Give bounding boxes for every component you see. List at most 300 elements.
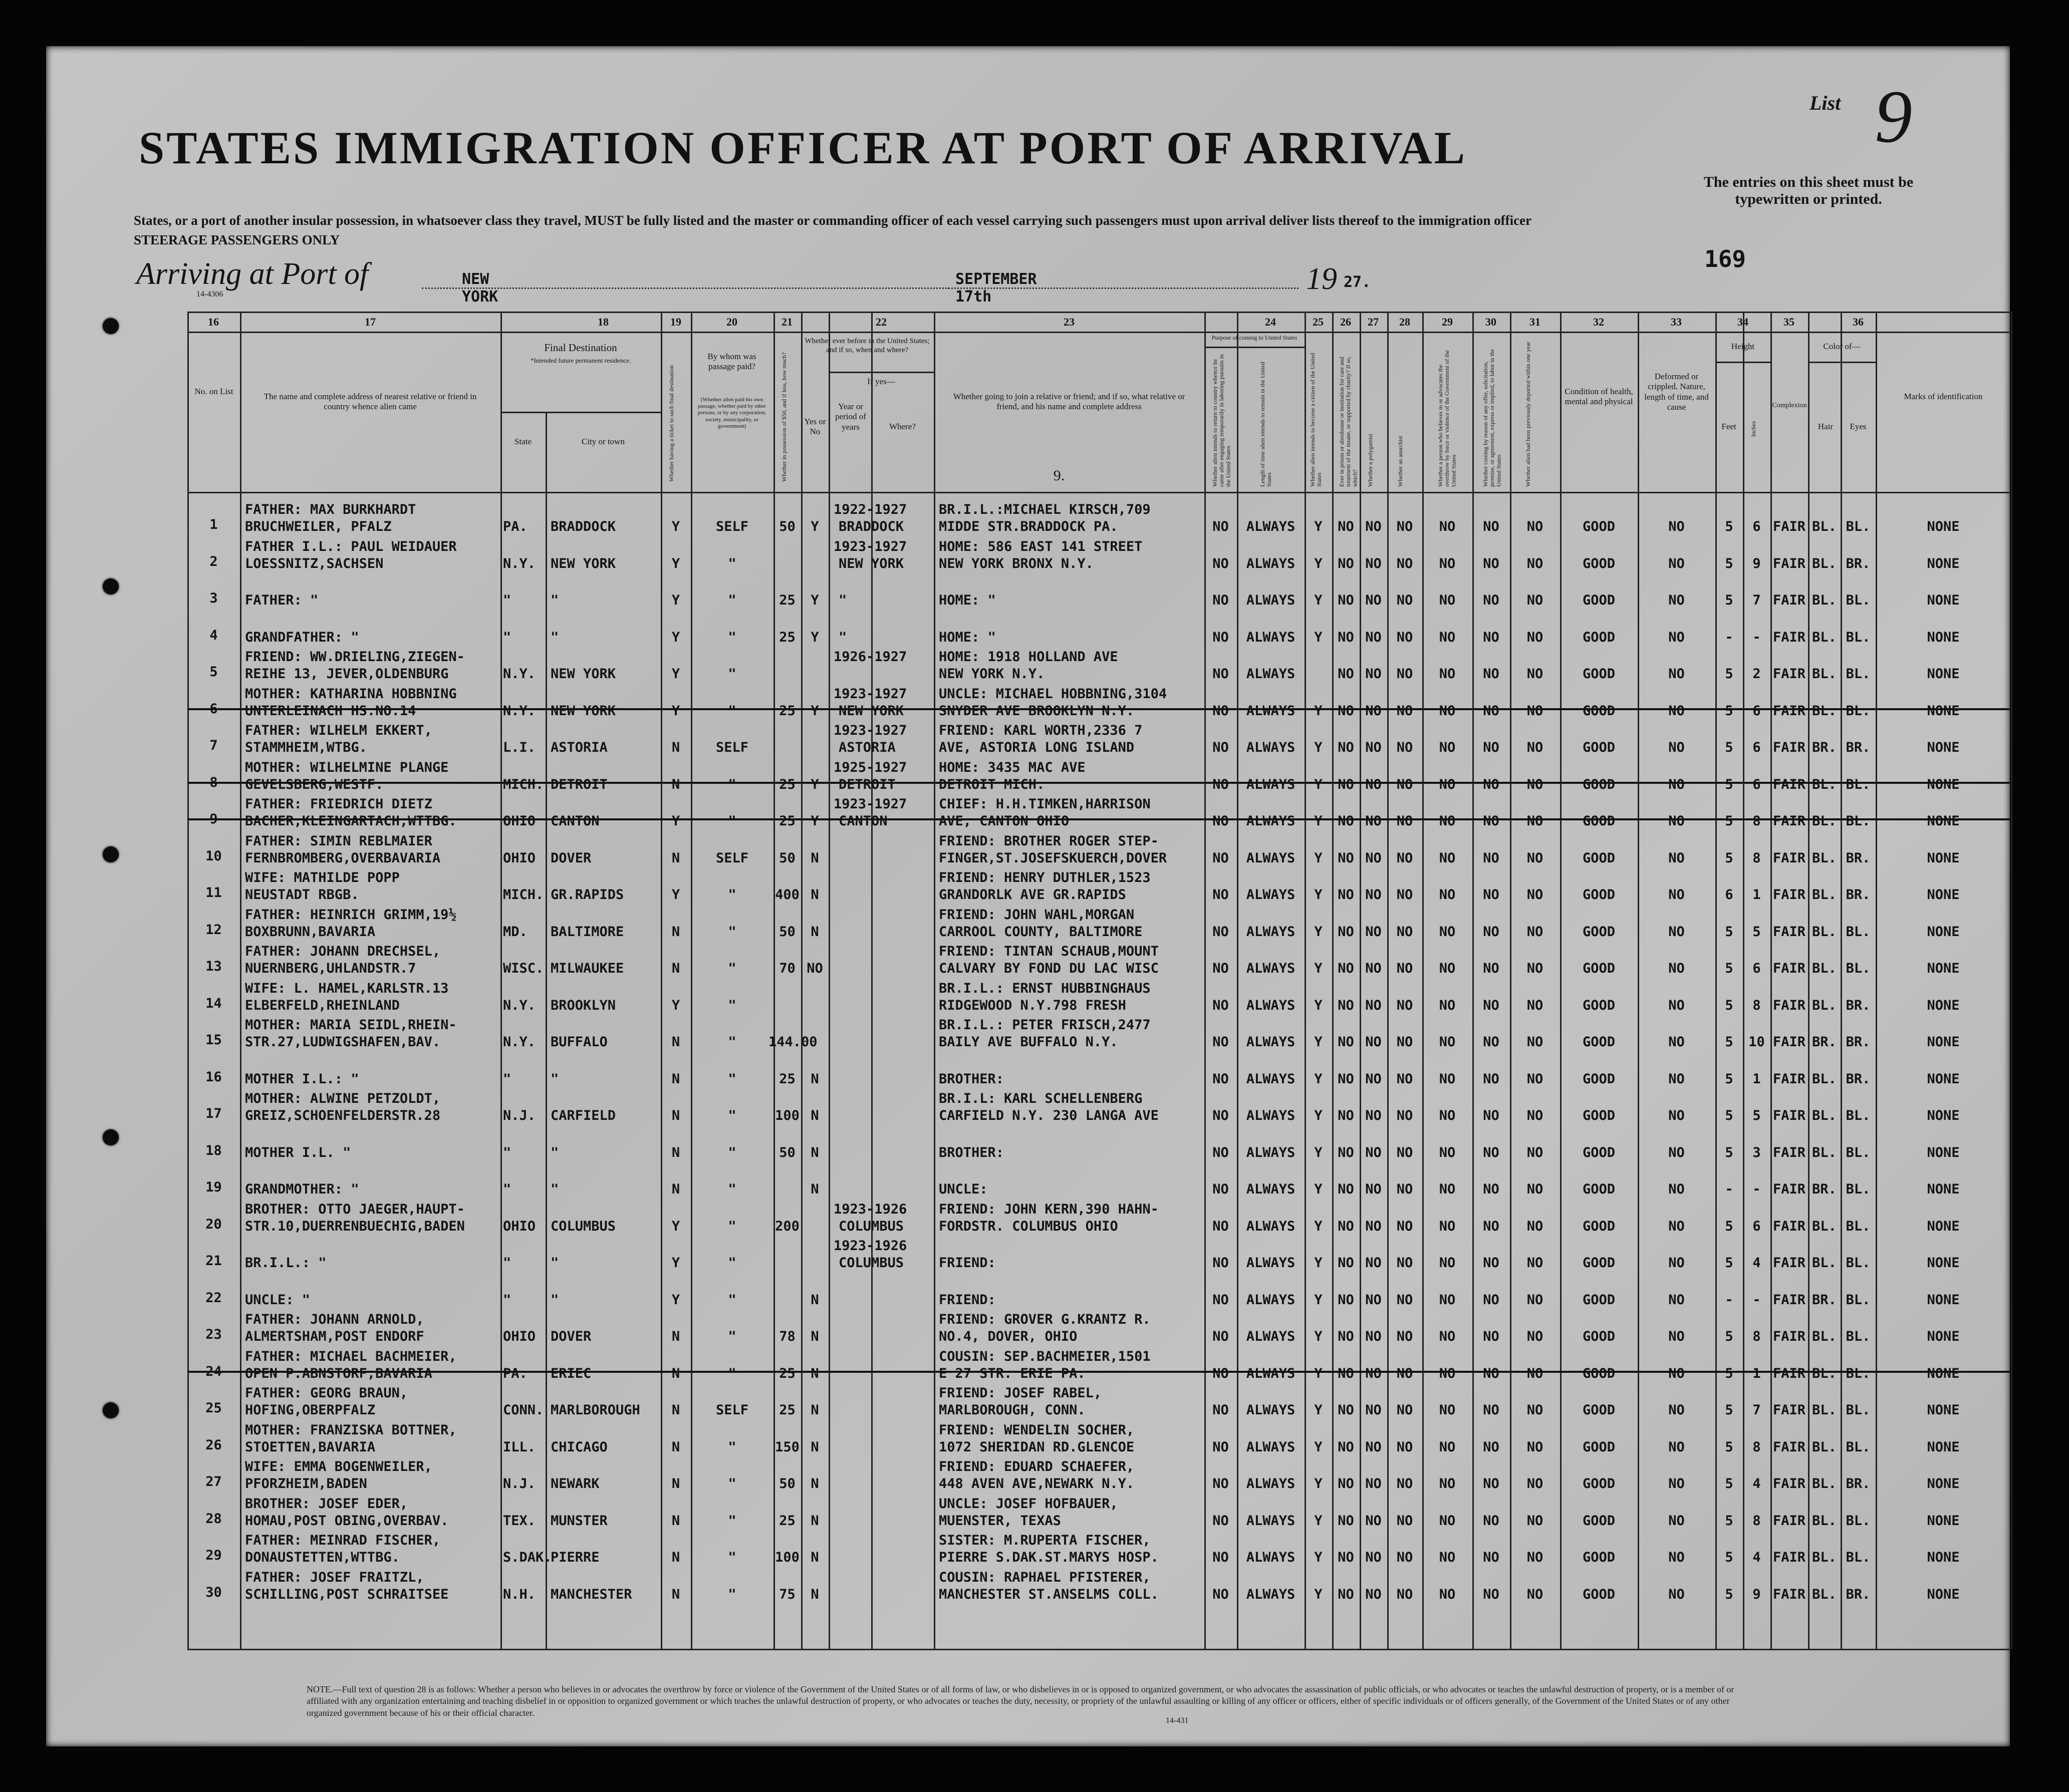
length-of-stay-value: ALWAYS [1246, 1144, 1296, 1160]
joining-address: CARROOL COUNTY, BALTIMORE [939, 924, 1143, 940]
passage-paid-value: " [728, 1586, 736, 1602]
hair-color: BL. [1812, 1550, 1837, 1565]
q30-value: NO [1526, 1329, 1543, 1344]
us-before-where: " [839, 629, 847, 645]
deformed-value: NO [1668, 1071, 1685, 1087]
complexion-value: FAIR [1772, 776, 1806, 792]
deformed-value: NO [1668, 1144, 1685, 1160]
passage-paid-value: " [728, 1071, 736, 1087]
complexion-value: FAIR [1772, 1476, 1806, 1491]
return-intent-value: NO [1212, 519, 1229, 534]
eye-color: BL. [1846, 629, 1871, 645]
relative-name: MOTHER: MARIA SEIDL,RHEIN- [245, 1017, 457, 1033]
ticket-value: Y [671, 1218, 680, 1234]
q27-value: NO [1396, 1144, 1413, 1160]
citizen-intent-value: Y [1314, 850, 1323, 866]
q27-value: NO [1396, 1034, 1413, 1050]
hair-color: BL. [1812, 1365, 1837, 1381]
money-value: 50 [779, 924, 796, 940]
joining-address: 448 AVEN AVE,NEWARK N.Y. [939, 1476, 1135, 1491]
row-number: 1 [209, 517, 218, 532]
joining-address: BROTHER: [939, 1071, 1004, 1087]
q26-value: NO [1365, 519, 1382, 534]
q30-value: NO [1526, 1108, 1543, 1123]
punch-hole [103, 846, 119, 862]
health-value: GOOD [1582, 997, 1616, 1013]
row-number: 17 [205, 1106, 222, 1121]
joining-name: BR.I.L: KARL SCHELLENBERG [939, 1091, 1143, 1106]
citizen-intent-value: Y [1314, 776, 1323, 792]
height-feet: 5 [1725, 1255, 1733, 1271]
relative-address: SCHILLING,POST SCHRAITSEE [245, 1586, 449, 1602]
q27-value: NO [1396, 1476, 1413, 1491]
hair-color: BL. [1812, 1071, 1837, 1087]
q29-value: NO [1483, 740, 1499, 755]
height-feet: - [1725, 1181, 1733, 1197]
q25-value: NO [1338, 887, 1354, 903]
hair-color: BL. [1812, 1144, 1837, 1160]
subheader-rule [829, 372, 934, 373]
passage-paid-value: " [728, 1034, 736, 1050]
deformed-value: NO [1668, 740, 1685, 755]
table-row [187, 833, 2011, 870]
joining-name: FRIEND: JOHN WAHL,MORGAN [939, 907, 1135, 923]
return-intent-value: NO [1212, 1402, 1229, 1418]
column-number: 21 [782, 316, 793, 328]
citizen-intent-value: Y [1314, 1071, 1323, 1087]
relative-address: FERNBROMBERG,OVERBAVARIA [245, 850, 441, 866]
complexion-value: FAIR [1772, 592, 1806, 608]
return-intent-value: NO [1212, 924, 1229, 940]
destination-state: TEX. [503, 1513, 536, 1529]
subheader-rule [1715, 362, 1770, 363]
deformed-value: NO [1668, 555, 1685, 571]
q25-value: NO [1338, 1586, 1354, 1602]
column-number: 27 [1368, 316, 1379, 328]
q29-value: NO [1483, 776, 1499, 792]
passage-paid-value: " [728, 592, 736, 608]
us-before-yes-no: Y [811, 813, 819, 829]
health-value: GOOD [1582, 1255, 1616, 1271]
table-row [187, 1054, 2011, 1091]
destination-state: OHIO [503, 813, 536, 829]
punch-hole [103, 578, 119, 594]
money-value: 75 [779, 1586, 796, 1602]
q27-value: NO [1396, 1586, 1413, 1602]
height-feet: - [1725, 1292, 1733, 1308]
q30-value: NO [1526, 519, 1543, 534]
q25-value: NO [1338, 1550, 1354, 1565]
relative-address: GEVELSBERG,WESTF. [245, 776, 384, 792]
complexion-value: FAIR [1772, 1218, 1806, 1234]
health-value: GOOD [1582, 519, 1616, 534]
height-feet: 5 [1725, 961, 1733, 976]
return-intent-value: NO [1212, 1439, 1229, 1455]
eye-color: BL. [1846, 592, 1871, 608]
ticket-value: N [671, 1071, 680, 1087]
port-value: NEW YORK [462, 270, 498, 306]
health-value: GOOD [1582, 1550, 1616, 1565]
destination-state: " [503, 592, 511, 608]
hair-color: BL. [1812, 961, 1837, 976]
return-intent-value: NO [1212, 592, 1229, 608]
relative-name: FATHER: MICHAEL BACHMEIER, [245, 1348, 457, 1364]
money-value: 50 [779, 1476, 796, 1491]
table-bottom-rule [187, 1649, 2011, 1650]
citizen-intent-value: Y [1314, 703, 1323, 719]
destination-city: MANCHESTER [551, 1586, 632, 1602]
eye-color: BL. [1846, 1550, 1871, 1565]
q28-value: NO [1439, 1218, 1456, 1234]
destination-state: OHIO [503, 1329, 536, 1344]
us-before-where: COLUMBUS [839, 1255, 904, 1271]
q30-value: NO [1526, 813, 1543, 829]
height-feet: 5 [1725, 740, 1733, 755]
relative-name: FATHER: WILHELM EKKERT, [245, 723, 432, 738]
table-row [187, 502, 2011, 538]
money-value: 25 [779, 1365, 796, 1381]
us-before-yes-no: N [811, 1329, 819, 1344]
column-number: 31 [1529, 316, 1540, 328]
q26-value: NO [1365, 1550, 1382, 1565]
return-intent-value: NO [1212, 1513, 1229, 1529]
table-row [187, 1349, 2011, 1385]
column-number: 36 [1853, 316, 1864, 328]
q28-value: NO [1439, 740, 1456, 755]
destination-state: N.Y. [503, 703, 536, 719]
height-feet: 5 [1725, 1402, 1733, 1418]
health-value: GOOD [1582, 1586, 1616, 1602]
identification-marks: NONE [1927, 592, 1960, 608]
q27-value: NO [1396, 592, 1413, 608]
destination-state: N.H. [503, 1586, 536, 1602]
header-marks: Marks of identification [1904, 392, 1983, 401]
citizen-intent-value: Y [1314, 740, 1323, 755]
return-intent-value: NO [1212, 1218, 1229, 1234]
q28-value: NO [1439, 1181, 1456, 1197]
relative-address: STAMMHEIM,WTBG. [245, 740, 367, 755]
destination-city: NEW YORK [551, 703, 616, 719]
destination-state: " [503, 1181, 511, 1197]
identification-marks: NONE [1927, 850, 1960, 866]
q27-value: NO [1396, 519, 1413, 534]
hair-color: BR. [1812, 1181, 1837, 1197]
q30-value: NO [1526, 1144, 1543, 1160]
subheader-rule [1808, 362, 1876, 363]
relative-address: HOFING,OBERPFALZ [245, 1402, 376, 1418]
header-height: Height [1731, 342, 1755, 351]
row-number: 27 [205, 1474, 222, 1489]
hair-color: BL. [1812, 776, 1837, 792]
q28-value: NO [1439, 1329, 1456, 1344]
destination-city: CHICAGO [551, 1439, 608, 1455]
q28-value: NO [1439, 592, 1456, 608]
identification-marks: NONE [1927, 1292, 1960, 1308]
citizen-intent-value: Y [1314, 1108, 1323, 1123]
return-intent-value: NO [1212, 1550, 1229, 1565]
destination-city: DOVER [551, 850, 592, 866]
destination-city: PIERRE [551, 1550, 600, 1565]
ticket-value: Y [671, 887, 680, 903]
complexion-value: FAIR [1772, 740, 1806, 755]
table-row [187, 1275, 2011, 1312]
ticket-value: N [671, 961, 680, 976]
height-feet: 5 [1725, 1144, 1733, 1160]
height-inches: 8 [1752, 997, 1761, 1013]
identification-marks: NONE [1927, 997, 1960, 1013]
header-prison: Ever in prison or almshouse or institution for care and treatment of the insane, or supported by charity? If so, which? [1338, 356, 1359, 487]
relative-name: MOTHER: FRANZISKA BOTTNER, [245, 1422, 457, 1438]
q26-value: NO [1365, 740, 1382, 755]
us-before-yes-no: Y [811, 629, 819, 645]
destination-state: L.I. [503, 740, 536, 755]
length-of-stay-value: ALWAYS [1246, 887, 1296, 903]
passage-paid-value: " [728, 1329, 736, 1344]
header-where: Where? [889, 422, 916, 431]
passage-paid-value: " [728, 1292, 736, 1308]
joining-address: NEW YORK BRONX N.Y. [939, 555, 1094, 571]
height-inches: 10 [1748, 1034, 1765, 1050]
us-before-yes-no: N [811, 1586, 819, 1602]
complexion-value: FAIR [1772, 519, 1806, 534]
joining-name: HOME: 586 EAST 141 STREET [939, 538, 1143, 554]
complexion-value: FAIR [1772, 629, 1806, 645]
q29-value: NO [1483, 1144, 1499, 1160]
return-intent-value: NO [1212, 1108, 1229, 1123]
destination-state: " [503, 629, 511, 645]
money-value: 25 [779, 703, 796, 719]
return-intent-value: NO [1212, 740, 1229, 755]
destination-city: DETROIT [551, 776, 608, 792]
passage-paid-value: " [728, 666, 736, 682]
height-inches: 2 [1752, 666, 1761, 682]
passage-paid-value: " [728, 1439, 736, 1455]
deformed-value: NO [1668, 924, 1685, 940]
citizen-intent-value: Y [1314, 519, 1323, 534]
joining-address: MARLBOROUGH, CONN. [939, 1402, 1086, 1418]
destination-city: ASTORIA [551, 740, 608, 755]
height-feet: 5 [1725, 1108, 1733, 1123]
us-before-years: 1922-1927 [834, 502, 907, 517]
table-row [187, 1312, 2011, 1348]
joining-address: MIDDE STR.BRADDOCK PA. [939, 519, 1118, 534]
arriving-label: Arriving at Port of [136, 257, 369, 291]
us-before-yes-no: N [811, 850, 819, 866]
row-number: 10 [205, 848, 222, 864]
passage-paid-value: SELF [715, 850, 749, 866]
deformed-value: NO [1668, 1439, 1685, 1455]
row-number: 8 [209, 774, 218, 790]
identification-marks: NONE [1927, 1329, 1960, 1344]
relative-name: BROTHER: OTTO JAEGER,HAUPT- [245, 1201, 465, 1217]
joining-address: RIDGEWOOD N.Y.798 FRESH [939, 997, 1126, 1013]
identification-marks: NONE [1927, 1181, 1960, 1197]
ticket-value: Y [671, 813, 680, 829]
complexion-value: FAIR [1772, 666, 1806, 682]
complexion-value: FAIR [1772, 1402, 1806, 1418]
us-before-yes-no: N [811, 1513, 819, 1529]
return-intent-value: NO [1212, 776, 1229, 792]
height-inches: - [1752, 1292, 1761, 1308]
row-number: 14 [205, 995, 222, 1011]
deformed-value: NO [1668, 1586, 1685, 1602]
length-of-stay-value: ALWAYS [1246, 592, 1296, 608]
row-number: 7 [209, 738, 218, 753]
destination-state: N.Y. [503, 997, 536, 1013]
height-inches: 8 [1752, 850, 1761, 866]
header-no-on-list: No. on List [194, 387, 233, 396]
q26-value: NO [1365, 1144, 1382, 1160]
destination-state: PA. [503, 1365, 528, 1381]
health-value: GOOD [1582, 629, 1616, 645]
money-value: 25 [779, 1513, 796, 1529]
destination-city: NEW YORK [551, 555, 616, 571]
table-row [187, 539, 2011, 575]
us-before-yes-no: N [811, 1365, 819, 1381]
hair-color: BL. [1812, 1476, 1837, 1491]
joining-address: GRANDORLK AVE GR.RAPIDS [939, 887, 1126, 903]
q27-value: NO [1396, 555, 1413, 571]
row-number: 6 [209, 701, 218, 717]
q26-value: NO [1365, 1218, 1382, 1234]
header-final-destination: Final Destination [544, 342, 617, 354]
hair-color: BL. [1812, 555, 1837, 571]
eye-color: BR. [1846, 1586, 1871, 1602]
q30-value: NO [1526, 629, 1543, 645]
us-before-where: NEW YORK [839, 703, 904, 719]
height-inches: 7 [1752, 1402, 1761, 1418]
relative-address: HOMAU,POST OBING,OVERBAV. [245, 1513, 449, 1529]
header-years: Year or period of years [835, 402, 866, 432]
destination-state: OHIO [503, 850, 536, 866]
length-of-stay-value: ALWAYS [1246, 997, 1296, 1013]
destination-city: COLUMBUS [551, 1218, 616, 1234]
q29-value: NO [1483, 1550, 1499, 1565]
column-number: 33 [1671, 316, 1682, 328]
joining-address: AVE, ASTORIA LONG ISLAND [939, 740, 1135, 755]
ticket-value: Y [671, 1255, 680, 1271]
row-number: 29 [205, 1548, 222, 1563]
return-intent-value: NO [1212, 1365, 1229, 1381]
destination-state: N.J. [503, 1476, 536, 1491]
health-value: GOOD [1582, 776, 1616, 792]
relative-name: FATHER: GEORG BRAUN, [245, 1385, 408, 1401]
table-row [187, 1570, 2011, 1606]
q30-value: NO [1526, 1034, 1543, 1050]
q27-value: NO [1396, 997, 1413, 1013]
q25-value: NO [1338, 961, 1354, 976]
joining-address: BAILY AVE BUFFALO N.Y. [939, 1034, 1118, 1050]
joining-name: FRIEND: GROVER G.KRANTZ R. [939, 1312, 1151, 1327]
joining-address: CALVARY BY FOND DU LAC WISC [939, 961, 1159, 976]
q28-value: NO [1439, 924, 1456, 940]
money-value: 25 [779, 629, 796, 645]
q29-value: NO [1483, 997, 1499, 1013]
joining-name: UNCLE: MICHAEL HOBBNING,3104 [939, 686, 1167, 702]
us-before-years: 1926-1927 [834, 649, 907, 665]
destination-city: ERIEC [551, 1365, 592, 1381]
header-destination-note: *Intended future permanent residence. [531, 357, 631, 364]
q25-value: NO [1338, 1144, 1354, 1160]
complexion-value: FAIR [1772, 703, 1806, 719]
punch-hole [103, 1402, 119, 1418]
joining-name: FRIEND: JOSEF RABEL, [939, 1385, 1102, 1401]
length-of-stay-value: ALWAYS [1246, 1218, 1296, 1234]
q29-value: NO [1483, 629, 1499, 645]
header-length-of-stay: Length of time alien intends to remain in the United States [1259, 362, 1273, 487]
q27-value: NO [1396, 1550, 1413, 1565]
length-of-stay-value: ALWAYS [1246, 961, 1296, 976]
destination-city: BROOKLYN [551, 997, 616, 1013]
complexion-value: FAIR [1772, 555, 1806, 571]
destination-state: ILL. [503, 1439, 536, 1455]
table-row [187, 1459, 2011, 1496]
eye-color: BL. [1846, 924, 1871, 940]
passage-paid-value: " [728, 813, 736, 829]
footer-code: 14-431 [1166, 1716, 1189, 1725]
health-value: GOOD [1582, 1402, 1616, 1418]
q28-value: NO [1439, 997, 1456, 1013]
relative-address: NEUSTADT RBGB. [245, 887, 359, 903]
q25-value: NO [1338, 740, 1354, 755]
eye-color: BL. [1846, 813, 1871, 829]
us-before-years: 1923-1927 [834, 538, 907, 554]
identification-marks: NONE [1927, 703, 1960, 719]
height-inches: 7 [1752, 592, 1761, 608]
q26-value: NO [1365, 555, 1382, 571]
identification-marks: NONE [1927, 666, 1960, 682]
height-feet: 5 [1725, 1476, 1733, 1491]
destination-city: " [551, 629, 559, 645]
relative-name: WIFE: EMMA BOGENWEILER, [245, 1459, 432, 1474]
deformed-value: NO [1668, 1218, 1685, 1234]
relative-address: ELBERFELD,RHEINLAND [245, 997, 400, 1013]
joining-name: HOME: 3435 MAC AVE [939, 759, 1086, 775]
q30-value: NO [1526, 850, 1543, 866]
us-before-yes-no: N [811, 887, 819, 903]
length-of-stay-value: ALWAYS [1246, 850, 1296, 866]
height-inches: 8 [1752, 813, 1761, 829]
q28-value: NO [1439, 555, 1456, 571]
row-number: 15 [205, 1032, 222, 1048]
q30-value: NO [1526, 1218, 1543, 1234]
ticket-value: N [671, 1439, 680, 1455]
passage-paid-value: " [728, 1218, 736, 1234]
complexion-value: FAIR [1772, 1034, 1806, 1050]
eye-color: BL. [1846, 1513, 1871, 1529]
joining-address: HOME: " [939, 592, 996, 608]
height-feet: 5 [1725, 924, 1733, 940]
joining-name: BR.I.L.: ERNST HUBBINGHAUS [939, 980, 1151, 996]
row-number: 13 [205, 959, 222, 974]
header-bottom-rule [187, 492, 2011, 493]
health-value: GOOD [1582, 703, 1616, 719]
row-number: 23 [205, 1327, 222, 1342]
ticket-value: N [671, 1550, 680, 1565]
header-eyes: Eyes [1850, 422, 1867, 431]
relative-address: UNTERLEINACH HS.NO.14 [245, 703, 416, 719]
relative-name: FATHER: JOHANN DRECHSEL, [245, 944, 441, 959]
strikethrough-line [187, 1371, 2011, 1373]
complexion-value: FAIR [1772, 1108, 1806, 1123]
us-before-where: DETROIT [839, 776, 896, 792]
height-feet: 5 [1725, 519, 1733, 534]
citizen-intent-value: Y [1314, 592, 1323, 608]
citizen-intent-value: Y [1314, 1586, 1323, 1602]
row-number: 12 [205, 922, 222, 938]
return-intent-value: NO [1212, 629, 1229, 645]
height-inches: 1 [1752, 1365, 1761, 1381]
